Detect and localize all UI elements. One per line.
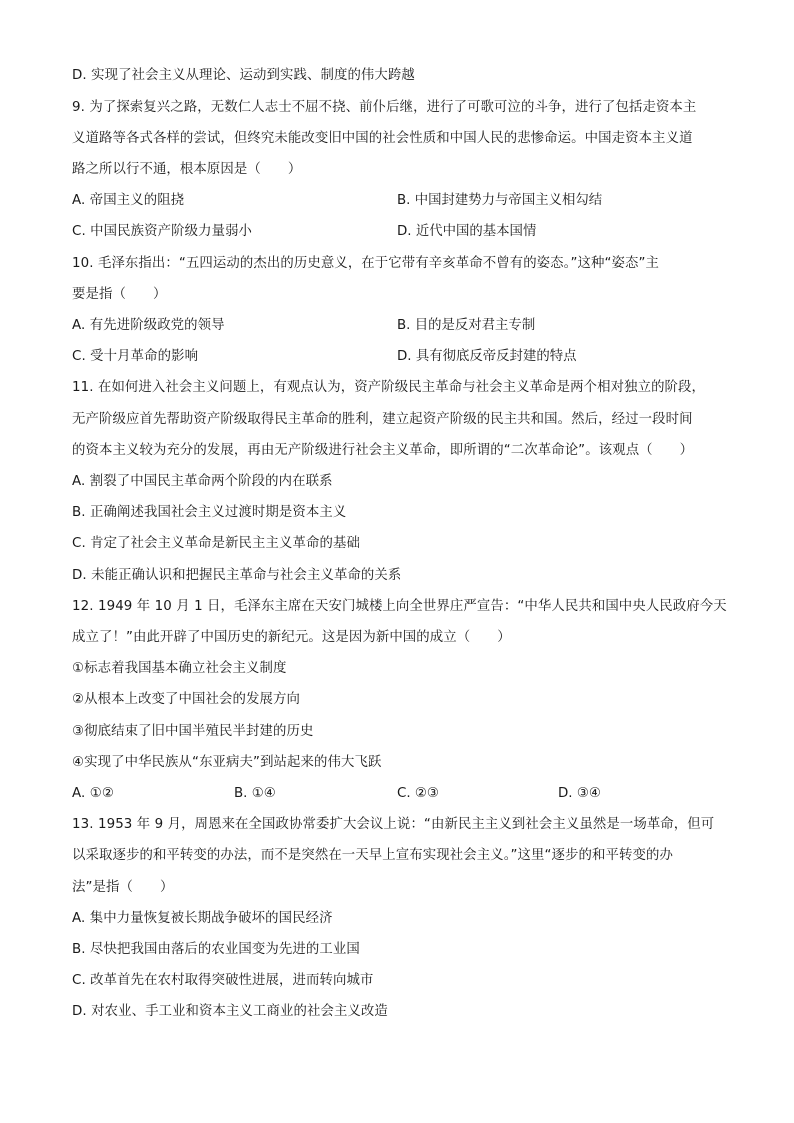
q10-option-d: D. 具有彻底反帝反封建的特点 [397,349,577,364]
q12-stem-line-1: 12. 1949 年 10 月 1 日，毛泽东主席在天安门城楼上向全世界庄严宣告：“中华人民共和国中央人民政府今天 [72,599,727,614]
q11-option-d: D. 未能正确认识和把握民主革命与社会主义革命的关系 [72,568,402,583]
q11-stem-line-3: 的资本主义较为充分的发展，再由无产阶级进行社会主义革命，即所谓的“二次革命论”。该观点（ ） [72,443,694,458]
q11-stem-line-2: 无产阶级应首先帮助资产阶级取得民主革命的胜利，建立起资产阶级的民主共和国。然后，经过一段时间 [72,412,693,427]
q12-option-d: D. ③④ [558,786,601,801]
q13-stem-line-2: 以采取逐步的和平转变的办法，而不是突然在一天早上宣布实现社会主义。”这里“逐步的和平转变的办 [72,848,673,863]
q10-option-b: B. 目的是反对君主专制 [397,318,536,333]
q12-option-a: A. ①② [72,786,114,801]
q13-option-b: B. 尽快把我国由落后的农业国变为先进的工业国 [72,942,360,957]
q13-stem-line-1: 13. 1953 年 9 月，周恩来在全国政协常委扩大会议上说：“由新民主主义到社会主义虽然是一场革命，但可 [72,817,715,832]
q13-option-a: A. 集中力量恢复被长期战争破坏的国民经济 [72,911,333,926]
q9-option-d: D. 近代中国的基本国情 [397,224,537,239]
q12-option-b: B. ①④ [234,786,276,801]
q13-option-c: C. 改革首先在农村取得突破性进展，进而转向城市 [72,973,374,988]
q12-option-c: C. ②③ [397,786,439,801]
q12-item-3: ③彻底结束了旧中国半殖民半封建的历史 [72,724,314,739]
q11-option-b: B. 正确阐述我国社会主义过渡时期是资本主义 [72,505,347,520]
q9-stem-line-1: 9. 为了探索复兴之路，无数仁人志士不屈不挠、前仆后继，进行了可歌可泣的斗争，进行了包括走资本主 [72,100,697,115]
q10-stem-line-1: 10. 毛泽东指出：“五四运动的杰出的历史意义，在于它带有辛亥革命不曾有的姿态。”这种“姿态”主 [72,256,660,271]
q8-option-d: D. 实现了社会主义从理论、运动到实践、制度的伟大跨越 [72,68,415,83]
q12-stem-line-2: 成立了！”由此开辟了中国历史的新纪元。这是因为新中国的成立（ ） [72,630,511,645]
q11-option-c: C. 肯定了社会主义革命是新民主主义革命的基础 [72,536,360,551]
q12-item-4: ④实现了中华民族从“东亚病夫”到站起来的伟大飞跃 [72,755,382,770]
q9-stem-line-3: 路之所以行不通，根本原因是（ ） [72,162,302,177]
q13-option-d: D. 对农业、手工业和资本主义工商业的社会主义改造 [72,1004,388,1019]
q10-option-c: C. 受十月革命的影响 [72,349,199,364]
q12-item-1: ①标志着我国基本确立社会主义制度 [72,661,287,676]
q11-option-a: A. 割裂了中国民主革命两个阶段的内在联系 [72,474,333,489]
q12-item-2: ②从根本上改变了中国社会的发展方向 [72,692,300,707]
q9-option-b: B. 中国封建势力与帝国主义相勾结 [397,193,603,208]
q13-stem-line-3: 法”是指（ ） [72,880,174,895]
q9-stem-line-2: 义道路等各式各样的尝试，但终究未能改变旧中国的社会性质和中国人民的悲惨命运。中国走资本主义道 [72,131,693,146]
q10-stem-line-2: 要是指（ ） [72,287,167,302]
q9-option-a: A. 帝国主义的阻挠 [72,193,185,208]
q10-option-a: A. 有先进阶级政党的领导 [72,318,225,333]
q9-option-c: C. 中国民族资产阶级力量弱小 [72,224,253,239]
q11-stem-line-1: 11. 在如何进入社会主义问题上，有观点认为，资产阶级民主革命与社会主义革命是两个相对独立的阶段， [72,380,706,395]
